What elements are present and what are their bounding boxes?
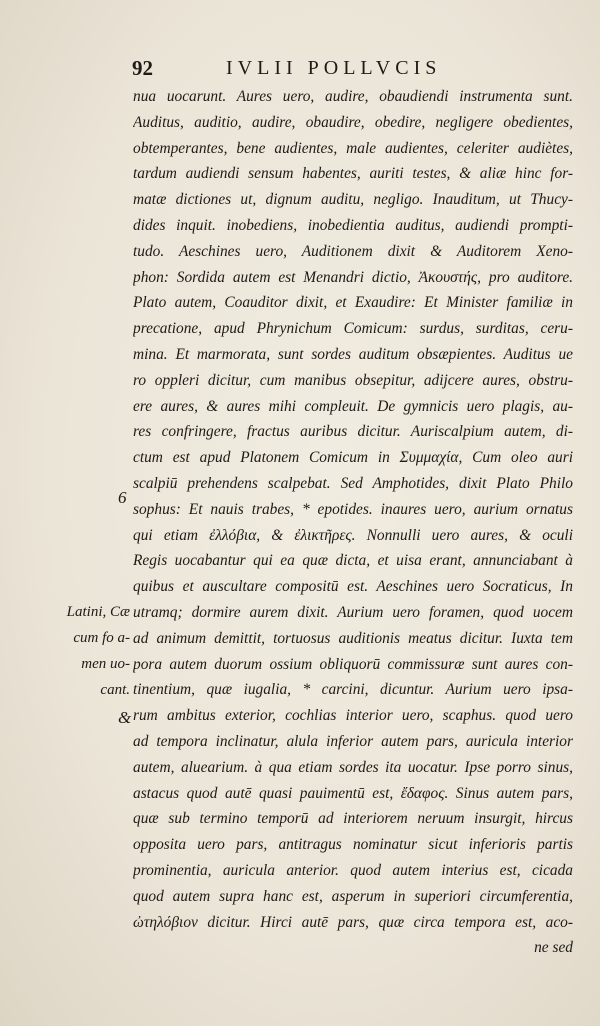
margin-note-line: cant. bbox=[100, 682, 130, 698]
page-header bbox=[132, 56, 532, 84]
text-line: opposita uero pars, antitragus nominatur sicut inferioris partis bbox=[133, 836, 573, 854]
text-line: obtemperantes, bene audientes, male audientes, celeriter audiètes, bbox=[133, 139, 573, 157]
text-line: Plato autem, Coauditor dixit, et Exaudire: Et Minister familiæ in bbox=[133, 294, 573, 312]
text-line: res confringere, fractus auribus dicitur. Auriscalpium autem, di- bbox=[133, 423, 573, 441]
text-line: ctum est apud Platonem Comicum in Συμμαχία, Cum oleo auri bbox=[133, 449, 573, 467]
text-line: mina. Et marmorata, sunt sordes auditum obsæpientes. Auditus ue bbox=[133, 345, 573, 363]
text-line: phon: Sordida autem est Menandri dictio, Ἀκουστής, pro auditore. bbox=[133, 268, 573, 286]
text-line: dides inquit. inobediens, inobedientia auditus, audiendi prompti- bbox=[133, 216, 573, 234]
text-line: tinentium, quæ iugalia, * carcini, dicuntur. Aurium uero ipsa- bbox=[133, 681, 573, 699]
text-line: tudo. Aeschines uero, Auditionem dixit & Auditorem Xeno- bbox=[133, 242, 573, 260]
text-line: tardum audiendi sensum habentes, auriti testes, & aliæ hinc for- bbox=[133, 165, 573, 183]
text-line: quibus et auscultare compositū est. Aeschines uero Socraticus, In bbox=[133, 578, 573, 596]
running-head: IVLII POLLVCIS bbox=[226, 57, 442, 79]
text-line: ro oppleri dicitur, cum manibus obsepitur, adijcere aures, obstru- bbox=[133, 371, 573, 389]
text-line: quæ sub termino temporū ad interiorem neruum insurgit, hircus bbox=[133, 810, 573, 828]
text-line: qui etiam ἐλλόβια, & ἐλικτῆρες. Nonnulli uero aures, & oculi bbox=[133, 526, 573, 544]
text-line: Regis uocabantur qui ea quæ dicta, et uisa erant, annunciabant à bbox=[133, 552, 573, 570]
text-line: astacus quod autē quasi pauimentū est, ἔδαφος. Sinus autem pars, bbox=[133, 784, 573, 802]
text-line: sophus: Et nauis trabes, * epotides. inaures uero, aurium ornatus bbox=[133, 500, 573, 518]
text-line: nua uocarunt. Aures uero, audire, obaudiendi instrumenta sunt. bbox=[133, 88, 573, 105]
text-line: scalpiū prehendens scalpebat. Sed Amphotides, dixit Plato Philo bbox=[133, 474, 573, 492]
margin-number: 6 bbox=[118, 488, 127, 507]
margin-note-line: Latini, Cæ bbox=[66, 604, 130, 620]
text-line: quod autem supra hanc est, asperum in superiori circumferentia, bbox=[133, 887, 573, 905]
text-line: precatione, apud Phrynichum Comicum: surdus, surditas, ceru- bbox=[133, 320, 573, 338]
text-line: matæ dictiones ut, dignum auditu, negligo. Inauditum, ut Thucy- bbox=[133, 191, 573, 209]
text-line: ὠτηλόβιον dicitur. Hirci autē pars, quæ circa tempora est, aco- bbox=[133, 913, 573, 931]
text-line: prominentia, auricula anterior. quod autem interius est, cicada bbox=[133, 861, 573, 879]
catchword: ne sed bbox=[534, 939, 573, 957]
margin-ampersand: & bbox=[118, 708, 132, 727]
text-line: ere aures, & aures mihi compleuit. De gymnicis uero plagis, au- bbox=[133, 397, 573, 415]
main-text bbox=[133, 84, 573, 961]
text-line: rum ambitus exterior, cochlias interior uero, scaphus. quod uero bbox=[133, 707, 573, 725]
text-line: pora autem duorum ossium obliquorū commissuræ sunt aures con- bbox=[133, 655, 573, 673]
text-line: ad tempora inclinatur, alula inferior autem pars, auricula interior bbox=[133, 732, 573, 750]
text-line: utramq; dormire aurem dixit. Aurium uero foramen, quod uocem bbox=[133, 603, 573, 621]
margin-note-line: cum fo a- bbox=[73, 630, 130, 646]
text-line: Auditus, auditio, audire, obaudire, obedire, negligere obedientes, bbox=[133, 113, 573, 131]
margin-note-line: men uo- bbox=[81, 656, 130, 672]
text-line: ad animum demittit, tortuosus auditionis meatus dicitur. Iuxta tem bbox=[133, 629, 573, 647]
page-number: 92 bbox=[132, 56, 153, 80]
text-line: autem, aluearium. à qua etiam sordes ita uocatur. Ipse porro sinus, bbox=[133, 758, 573, 776]
